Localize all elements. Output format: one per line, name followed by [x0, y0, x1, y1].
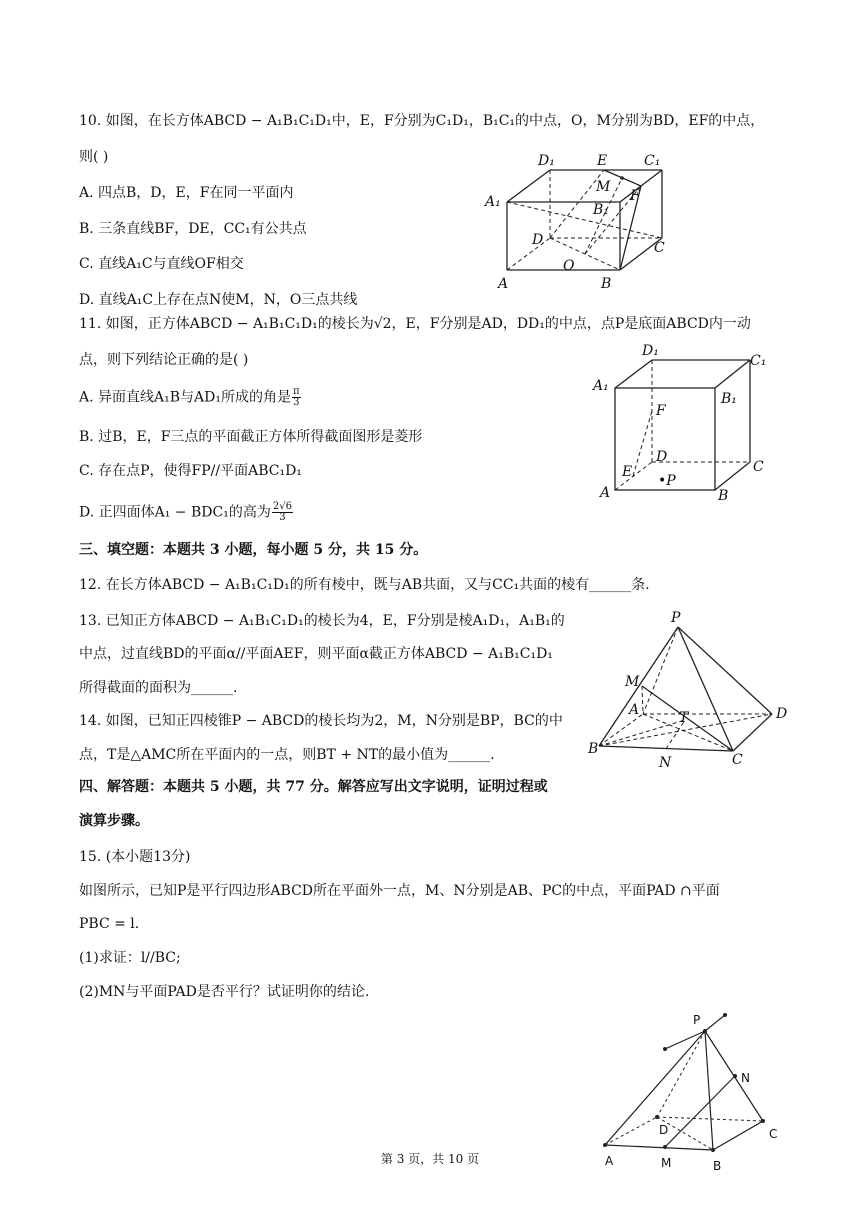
q15-title: 15. (本小题13分) — [79, 849, 191, 865]
section-4-heading-line1: 四、解答题：本题共 5 小题，共 77 分。解答应写出文字说明，证明过程或 — [79, 779, 548, 795]
q11-option-a — [79, 387, 302, 408]
q11-label-c: C — [753, 459, 764, 475]
q11-option-c: C. 存在点P，使得FP//平面ABC₁D₁ — [79, 463, 302, 479]
section-3-heading: 三、填空题：本题共 3 小题，每小题 5 分，共 15 分。 — [79, 542, 428, 558]
q11-stem-line2: 点，则下列结论正确的是( ) — [79, 352, 249, 368]
q10-label-o: O — [563, 258, 575, 274]
q11-label-a1: A₁ — [593, 378, 609, 394]
q10-stem-line2: 则( ) — [79, 149, 109, 165]
q10-label-d1: D₁ — [538, 153, 555, 169]
q11-label-b: B — [718, 488, 729, 504]
q11-option-d — [79, 502, 294, 523]
q10-option-d: D. 直线A₁C上存在点N使M，N，O三点共线 — [79, 292, 358, 308]
q10-option-c: C. 直线A₁C与直线OF相交 — [79, 256, 244, 272]
q11-option-d-num: 2√6 — [272, 501, 292, 512]
q11-label-d: D — [656, 449, 668, 465]
q13-line1: 13. 已知正方体ABCD − A₁B₁C₁D₁的棱长为4，E，F分别是棱A₁D₁，A₁B₁的 — [79, 613, 565, 629]
q15-label-m: M — [661, 1156, 672, 1170]
q14-label-p: P — [671, 610, 681, 626]
q12-text: 12. 在长方体ABCD − A₁B₁C₁D₁的所有棱中，既与AB共面，又与CC₁共面的棱有______条. — [79, 577, 650, 593]
q11-label-c1: C₁ — [750, 353, 767, 369]
q10-stem-line1: 10. 如图，在长方体ABCD − A₁B₁C₁D₁中，E，F分别为C₁D₁，B₁C₁的中点，O，M分别为BD，EF的中点， — [79, 113, 765, 129]
section-4-heading-line2: 演算步骤。 — [79, 813, 149, 829]
q14-label-m: M — [625, 674, 640, 690]
q11-option-d-den: 3 — [279, 512, 286, 523]
q15-label-n: N — [741, 1071, 750, 1085]
q11-label-a: A — [600, 485, 611, 501]
q14-label-c: C — [732, 752, 743, 768]
q13-line3: 所得截面的面积为______. — [79, 680, 238, 696]
q15-label-c: C — [769, 1127, 778, 1141]
page-footer: 第 3 页，共 10 页 — [380, 1152, 480, 1166]
q11-cube-figure — [590, 340, 775, 505]
q10-label-a: A — [498, 276, 509, 292]
q10-label-f: F — [630, 188, 640, 204]
q11-label-f: F — [656, 403, 666, 419]
q10-label-d: D — [532, 232, 544, 248]
q11-stem-line1: 11. 如图，正方体ABCD − A₁B₁C₁D₁的棱长为√2，E，F分别是AD，DD₁的中点，点P是底面ABCD内一动 — [79, 316, 751, 332]
q14-label-b: B — [588, 741, 599, 757]
q10-label-c: C — [654, 240, 665, 256]
q14-label-d: D — [776, 706, 788, 722]
q11-label-b1: B₁ — [721, 391, 737, 407]
q13-line2: 中点，过直线BD的平面α//平面AEF，则平面α截正方体ABCD − A₁B₁C₁D₁ — [79, 646, 553, 662]
q10-label-b: B — [601, 276, 612, 292]
q10-option-b: B. 三条直线BF，DE，CC₁有公共点 — [79, 221, 307, 237]
q10-label-m: M — [596, 179, 611, 195]
q15-label-d: D — [659, 1123, 669, 1137]
q15-line2: PBC = l. — [79, 916, 140, 932]
q10-label-b1: B₁ — [593, 202, 609, 218]
q10-label-e: E — [597, 153, 608, 169]
q14-label-n: N — [659, 755, 672, 771]
q11-option-a-den: 3 — [293, 397, 300, 408]
q10-label-c1: C₁ — [644, 153, 661, 169]
q11-option-a-fraction — [292, 387, 301, 408]
q14-pyramid-figure — [585, 610, 800, 775]
q15-label-b: B — [713, 1159, 722, 1173]
q11-option-d-text: D. 正四面体A₁ − BDC₁的高为 — [79, 504, 271, 521]
q10-label-a1: A₁ — [485, 194, 501, 210]
q11-option-a-text: A. 异面直线A₁B与AD₁所成的角是 — [79, 389, 291, 406]
q11-option-a-num: π — [292, 386, 300, 397]
q15-part1: (1)求证：l//BC; — [79, 950, 181, 966]
q14-line2: 点，T是△AMC所在平面内的一点，则BT + NT的最小值为______. — [79, 747, 495, 763]
q11-option-b: B. 过B，E，F三点的平面截正方体所得截面图形是菱形 — [79, 429, 423, 445]
q15-label-a: A — [605, 1154, 614, 1168]
q11-label-e: E — [622, 464, 633, 480]
q14-label-t: T — [679, 710, 689, 726]
q15-part2: (2)MN与平面PAD是否平行？试证明你的结论. — [79, 984, 370, 1000]
q11-label-p: •P — [658, 473, 676, 489]
q11-label-d1: D₁ — [642, 343, 659, 359]
q10-cuboid-figure — [480, 150, 680, 295]
q15-label-p: P — [693, 1013, 701, 1027]
q14-line1: 14. 如图，已知正四棱锥P − ABCD的棱长均为2，M，N分别是BP，BC的中 — [79, 713, 563, 729]
q10-option-a: A. 四点B，D，E，F在同一平面内 — [79, 185, 294, 201]
q15-line1: 如图所示，已知P是平行四边形ABCD所在平面外一点，M、N分别是AB、PC的中点，平面PAD ∩平面 — [79, 883, 720, 899]
q14-label-a: A — [629, 702, 640, 718]
q11-option-d-fraction — [272, 502, 293, 523]
